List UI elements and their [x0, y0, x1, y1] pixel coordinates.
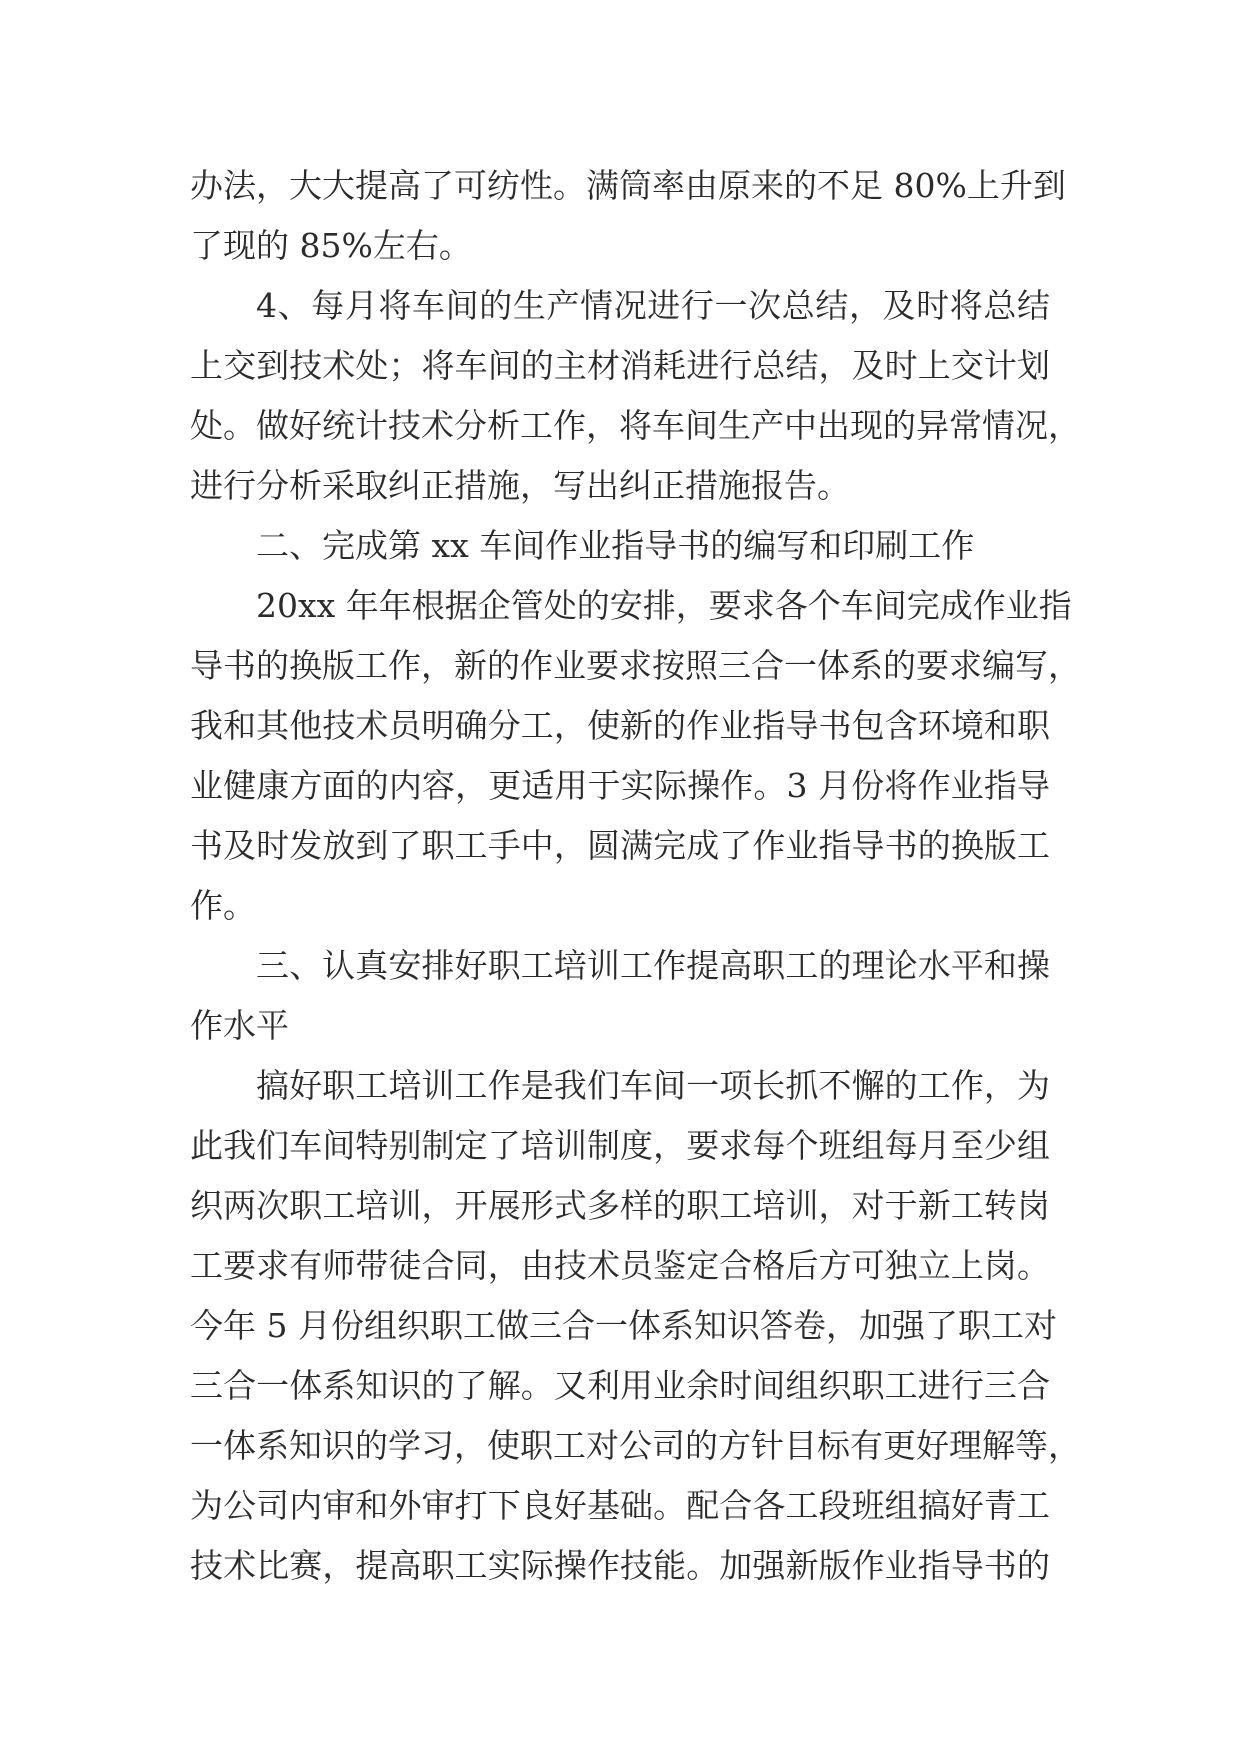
text-line: 技术比赛，提高职工实际操作技能。加强新版作业指导书的: [190, 1546, 1050, 1585]
section-heading: 二、完成第 xx 车间作业指导书的编写和印刷工作: [256, 526, 975, 565]
section-heading: 作水平: [190, 1006, 289, 1045]
text-line: 了现的 85%左右。: [190, 226, 472, 265]
text-line: 业健康方面的内容，更适用于实际操作。3 月份将作业指导: [190, 766, 1050, 805]
text-line: 办法，大大提高了可纺性。满筒率由原来的不足 80%上升到: [190, 166, 1066, 205]
text-line: 三合一体系知识的了解。又利用业余时间组织职工进行三合: [190, 1366, 1050, 1405]
text-line: 书及时发放到了职工手中，圆满完成了作业指导书的换版工: [190, 826, 1050, 865]
text-line: 处。做好统计技术分析工作，将车间生产中出现的异常情况，: [190, 406, 1081, 445]
text-line: 一体系知识的学习，使职工对公司的方针目标有更好理解等，: [190, 1426, 1081, 1465]
section-heading: 三、认真安排好职工培训工作提高职工的理论水平和操: [256, 946, 1050, 985]
text-line: 进行分析采取纠正措施，写出纠正措施报告。: [190, 466, 850, 505]
text-line: 为公司内审和外审打下良好基础。配合各工段班组搞好青工: [190, 1486, 1050, 1525]
text-line: 搞好职工培训工作是我们车间一项长抓不懈的工作，为: [256, 1066, 1050, 1105]
text-line: 20xx 年年根据企管处的安排，要求各个车间完成作业指: [256, 586, 1072, 625]
text-line: 此我们车间特别制定了培训制度，要求每个班组每月至少组: [190, 1126, 1050, 1165]
text-line: 4、每月将车间的生产情况进行一次总结，及时将总结: [256, 286, 1050, 325]
text-line: 我和其他技术员明确分工，使新的作业指导书包含环境和职: [190, 706, 1050, 745]
text-line: 作。: [190, 886, 256, 925]
document-body: [190, 156, 1081, 1596]
text-line: 织两次职工培训，开展形式多样的职工培训，对于新工转岗: [190, 1186, 1050, 1225]
text-line: 上交到技术处；将车间的主材消耗进行总结，及时上交计划: [190, 346, 1050, 385]
text-line: 导书的换版工作，新的作业要求按照三合一体系的要求编写，: [190, 646, 1081, 685]
text-line: 今年 5 月份组织职工做三合一体系知识答卷，加强了职工对: [190, 1306, 1057, 1345]
text-line: 工要求有师带徒合同，由技术员鉴定合格后方可独立上岗。: [190, 1246, 1050, 1285]
